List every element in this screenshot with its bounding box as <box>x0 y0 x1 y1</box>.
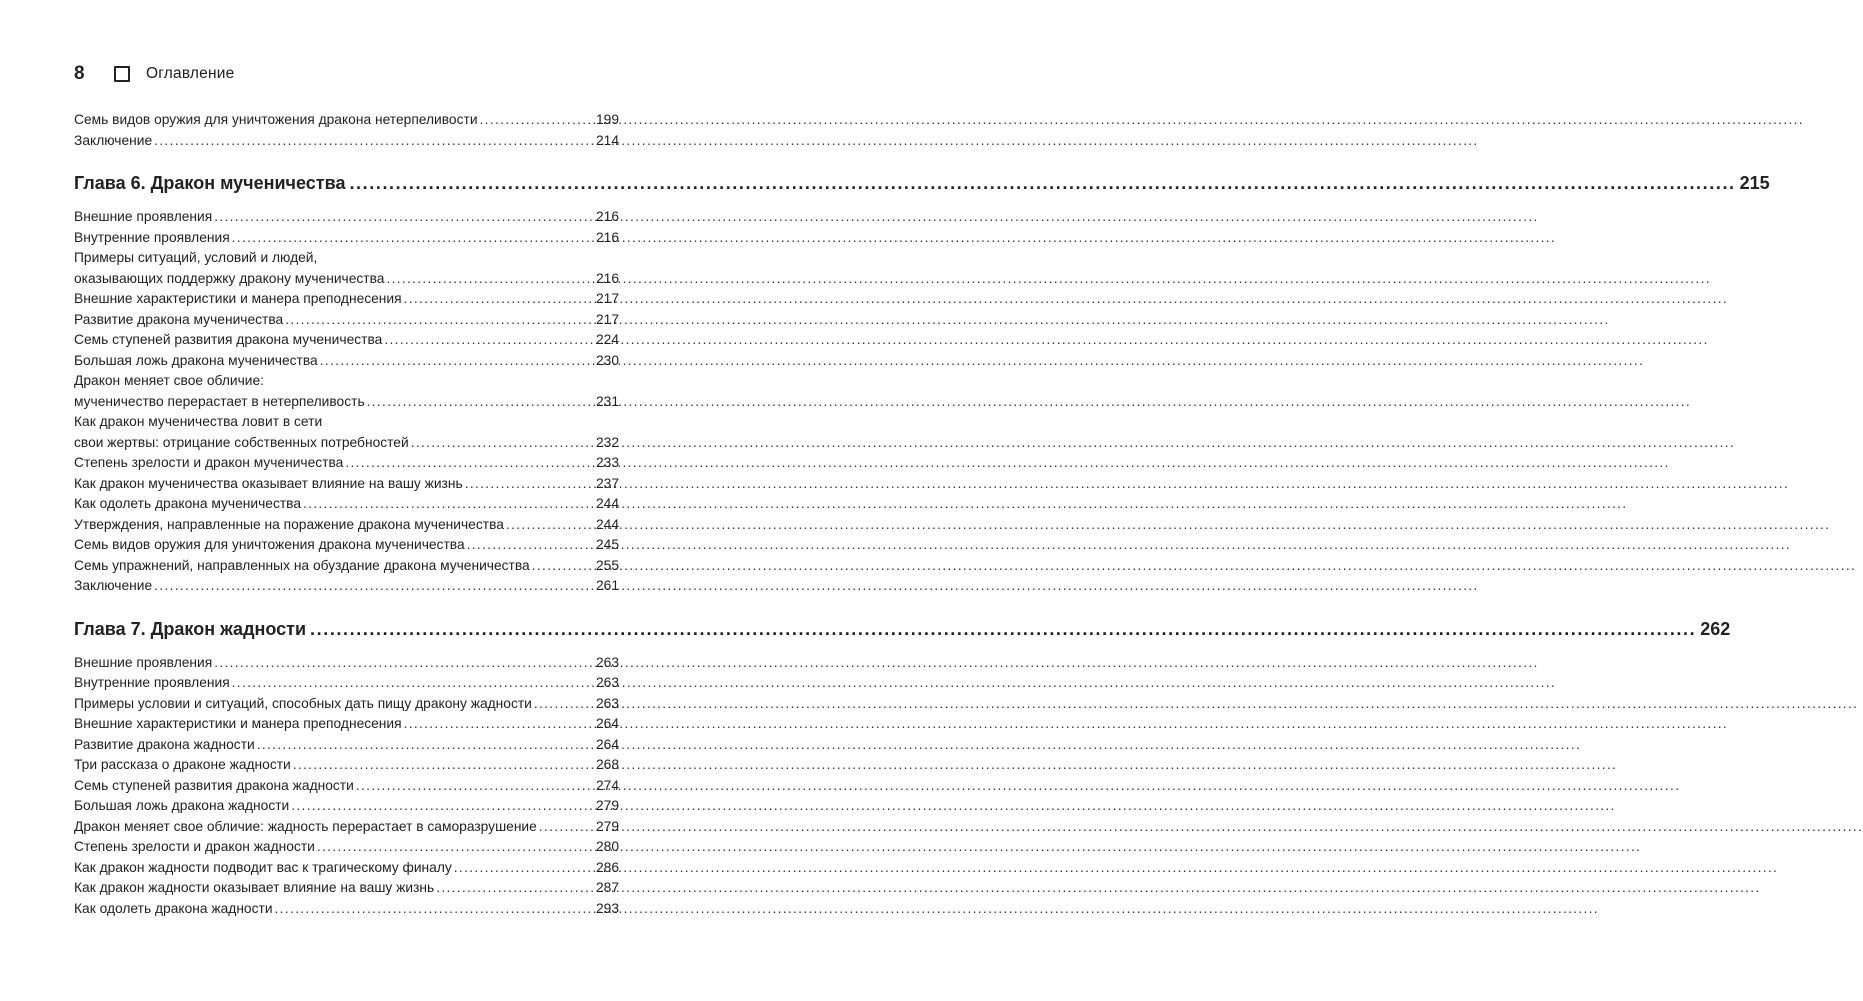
toc-entry-label: Дракон меняет свое обличие: жадность перерастает в саморазрушение <box>74 818 537 834</box>
toc-entry <box>74 653 619 674</box>
toc-entry <box>74 576 619 597</box>
toc-entry-label: Как дракон жадности оказывает влияние на вашу жизнь <box>74 880 435 895</box>
toc-entry <box>74 433 619 454</box>
toc-entry-page: 268 <box>595 757 619 772</box>
toc-entry <box>74 110 619 131</box>
toc-entry-label: Внутренние проявления <box>74 675 230 690</box>
toc-entry-page: 255 <box>595 557 619 573</box>
toc-entry <box>74 494 619 515</box>
toc-entry-page: 279 <box>595 798 619 813</box>
chapter-title: Глава 6. Дракон мученичества <box>74 173 346 193</box>
chapter-page: 215 <box>1739 173 1770 193</box>
toc-entry-page: 230 <box>595 352 619 368</box>
leader-dots <box>154 576 594 597</box>
toc-entry-label: Развитие дракона мученичества <box>74 311 284 327</box>
chapter-heading <box>74 171 1770 195</box>
toc-entry <box>74 310 619 331</box>
toc-entry-label: Большая ложь дракона жадности <box>74 798 290 813</box>
leader-dots <box>436 878 594 899</box>
toc-entry <box>74 228 619 249</box>
toc-entry-page: 261 <box>595 578 619 593</box>
square-bullet-icon <box>114 66 130 82</box>
leader-dots <box>303 494 594 515</box>
toc-entry-label: Заключение <box>74 578 153 593</box>
toc-entry-label: Степень зрелости и дракон мученичества <box>74 455 344 470</box>
toc-entry-label: Три рассказа о драконе жадности <box>74 757 291 772</box>
toc-entry-label: Как одолеть дракона жадности <box>74 900 273 916</box>
chapter-heading <box>74 617 1731 641</box>
toc-entry-page: 286 <box>595 859 619 875</box>
toc-entry-page: 264 <box>595 716 619 731</box>
toc-entry-page: 217 <box>595 291 619 306</box>
leader-dots <box>532 556 594 577</box>
toc-entry-label: Внешние характеристики и манера преподнесения <box>74 716 402 731</box>
toc-entry-page: 237 <box>595 475 619 491</box>
toc-entry-label: Утверждения, направленные на поражение дракона мученичества <box>74 516 504 532</box>
leader-dots <box>257 735 594 756</box>
toc-entry <box>74 776 619 797</box>
toc-entry <box>74 837 619 858</box>
toc-entry-page: 245 <box>595 537 619 552</box>
toc-entry-label: Семь видов оружия для уничтожения дракона нетерпеливости <box>74 112 478 127</box>
toc-entry-page: 232 <box>595 434 619 450</box>
toc-entry <box>74 817 619 838</box>
toc-entry-page: 274 <box>595 777 619 793</box>
leader-dots <box>480 110 594 131</box>
toc-entry-label: Большая ложь дракона мученичества <box>74 352 318 368</box>
toc-entry-page: 216 <box>595 209 619 224</box>
toc-entry-label: Семь ступеней развития дракона жадности <box>74 777 354 793</box>
toc-entry <box>74 556 619 577</box>
toc-entry <box>74 269 619 290</box>
leader-dots <box>404 289 594 310</box>
toc-entry-label: Внешние характеристики и манера преподнесения <box>74 291 402 306</box>
toc-entry <box>74 131 619 152</box>
toc-entry-page: 244 <box>595 496 619 511</box>
leader-dots <box>320 351 594 372</box>
toc-entry-label: мученичество перерастает в нетерпеливость <box>74 393 365 409</box>
toc-entry-label: свои жертвы: отрицание собственных потребностей <box>74 434 409 450</box>
toc-entry <box>74 392 619 413</box>
page-number: 8 <box>74 63 85 84</box>
toc-entry-page: 224 <box>595 332 619 347</box>
toc-entry-label: Внутренние проявления <box>74 229 230 245</box>
toc-entry-page: 279 <box>595 818 619 834</box>
leader-dots <box>345 453 594 474</box>
leader-dots <box>232 673 594 694</box>
running-head <box>74 60 619 88</box>
toc-entry <box>74 858 619 879</box>
toc-entry-page: 264 <box>595 736 619 752</box>
toc-entry-label: Степень зрелости и дракон жадности <box>74 839 315 854</box>
leader-dots <box>285 310 594 331</box>
toc-entry-page: 263 <box>595 695 619 711</box>
leader-dots <box>386 269 594 290</box>
toc-entry-page: 263 <box>595 675 619 690</box>
section-title: Оглавление <box>146 65 235 82</box>
leader-dots <box>384 330 594 351</box>
toc-entry-first-line: Как дракон мученичества ловит в сети <box>74 414 323 429</box>
toc-entry-label: Примеры условии и ситуаций, способных дать пищу дракону жадности <box>74 695 532 711</box>
leader-dots <box>275 899 594 920</box>
toc-entry <box>74 289 619 310</box>
toc-entry <box>74 207 619 228</box>
toc-entry-page: 293 <box>595 900 619 916</box>
toc-entry <box>74 878 619 899</box>
toc-entry-label: Как одолеть дракона мученичества <box>74 496 302 511</box>
toc-entry <box>74 535 619 556</box>
leader-dots <box>367 392 594 413</box>
leader-dots <box>317 837 594 858</box>
leader-dots <box>506 515 594 536</box>
leader-dots <box>467 535 594 556</box>
toc-entry-label: оказывающих поддержку дракону мученичества <box>74 270 385 286</box>
leader-dots <box>293 755 594 776</box>
toc-entry <box>74 453 619 474</box>
leader-dots <box>534 694 594 715</box>
toc-entry <box>74 474 619 495</box>
toc-entry-first-line: Примеры ситуаций, условий и людей, <box>74 250 318 265</box>
toc-entry-label: Семь упражнений, направленных на обуздание дракона мученичества <box>74 557 530 573</box>
toc-entry-page: 233 <box>595 455 619 470</box>
toc-entry-page: 216 <box>595 229 619 245</box>
leader-dots <box>232 228 594 249</box>
toc-entry-label: Семь ступеней развития дракона мученичества <box>74 332 383 347</box>
toc-entry-page: 216 <box>595 270 619 286</box>
toc-entry-label: Внешние проявления <box>74 209 213 224</box>
leader-dots <box>154 131 594 152</box>
leader-dots <box>539 817 594 838</box>
chapter6-entries <box>74 207 619 597</box>
toc-entry-first-line: Дракон меняет свое обличие: <box>74 373 264 388</box>
leader-dots <box>214 653 594 674</box>
leader-dots <box>411 433 594 454</box>
leader-dots <box>310 617 1696 641</box>
leader-dots <box>454 858 594 879</box>
toc-entry <box>74 515 619 536</box>
toc-entry <box>74 673 619 694</box>
leader-dots <box>349 171 1735 195</box>
toc-entry-page: 214 <box>595 132 619 148</box>
leader-dots <box>291 796 594 817</box>
toc-entry-label: Заключение <box>74 132 153 148</box>
toc-entry <box>74 796 619 817</box>
toc-entry-label: Развитие дракона жадности <box>74 736 255 752</box>
toc-entry-page: 231 <box>595 393 619 409</box>
leader-dots <box>404 714 594 735</box>
toc-entry-label: Семь видов оружия для уничтожения дракона мученичества <box>74 537 465 552</box>
toc-entry-page: 199 <box>595 112 619 127</box>
chapter-title: Глава 7. Дракон жадности <box>74 618 307 639</box>
toc-entry-label: Как дракон жадности подводит вас к трагическому финалу <box>74 859 452 875</box>
chapter7-entries <box>74 653 619 920</box>
toc-entry <box>74 714 619 735</box>
toc-page <box>74 60 1770 919</box>
toc-entry <box>74 330 619 351</box>
toc-entry-label: Как дракон мученичества оказывает влияние на вашу жизнь <box>74 475 463 491</box>
toc-entry <box>74 755 619 776</box>
toc-entry-page: 217 <box>595 311 619 327</box>
toc-entry-page: 244 <box>595 516 619 532</box>
toc-entry <box>74 899 619 920</box>
toc-entry <box>74 694 619 715</box>
intro-entries <box>74 110 619 151</box>
leader-dots <box>356 776 594 797</box>
toc-entry-page: 287 <box>595 880 619 895</box>
leader-dots <box>465 474 594 495</box>
toc-entry <box>74 351 619 372</box>
toc-entry <box>74 735 619 756</box>
chapter-page: 262 <box>1700 618 1731 639</box>
leader-dots <box>214 207 594 228</box>
toc-entry-page: 263 <box>595 654 619 670</box>
toc-entry-label: Внешние проявления <box>74 654 213 670</box>
toc-entry-page: 280 <box>595 839 619 854</box>
